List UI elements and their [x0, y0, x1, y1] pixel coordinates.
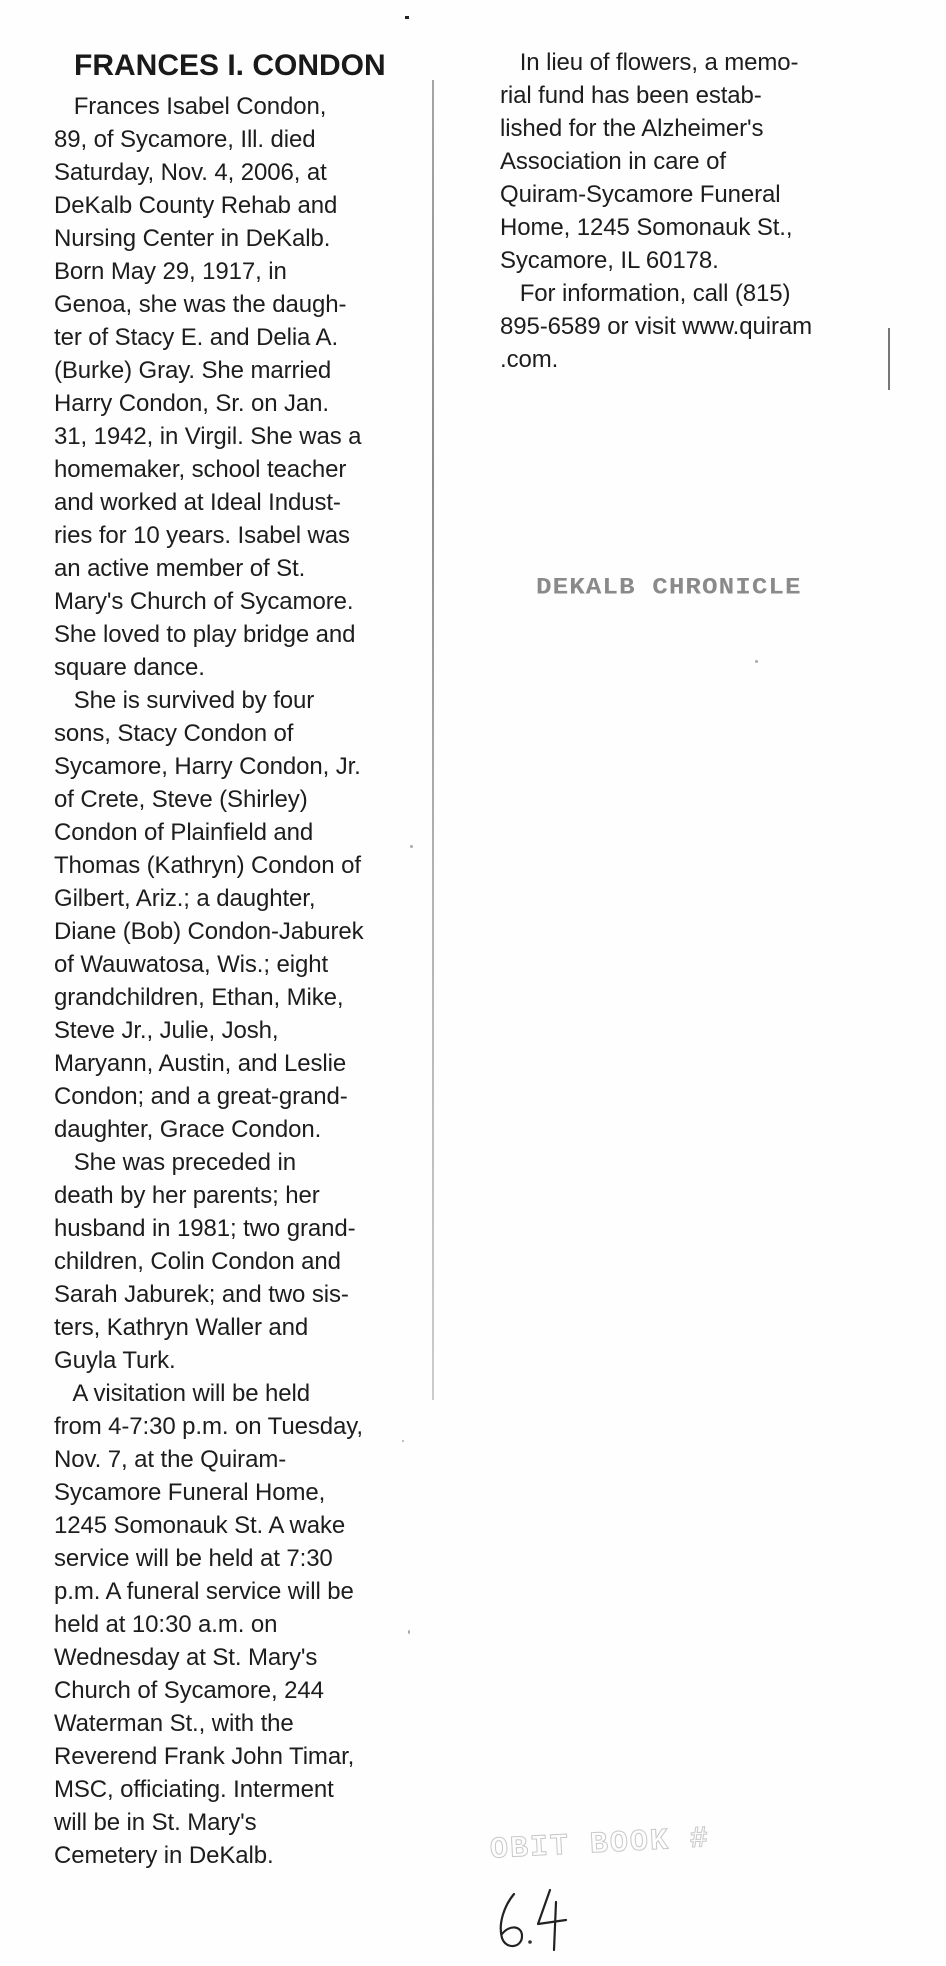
left-column-line: Wednesday at St. Mary's [54, 1644, 318, 1671]
left-column-line: from 4-7:30 p.m. on Tuesday, [54, 1413, 363, 1440]
left-column-line: Maryann, Austin, and Leslie [54, 1050, 347, 1077]
left-column-line: Sycamore, Harry Condon, Jr. [54, 753, 361, 780]
left-column-line: homemaker, school teacher [54, 456, 347, 483]
left-column-line: held at 10:30 a.m. on [54, 1611, 278, 1638]
right-column-text [500, 46, 890, 376]
paper-speck [410, 845, 413, 848]
left-column-line: sons, Stacy Condon of [54, 720, 294, 747]
left-column-line: She was preceded in [54, 1149, 296, 1176]
left-column-line: grandchildren, Ethan, Mike, [54, 984, 344, 1011]
left-column-line: Thomas (Kathryn) Condon of [54, 852, 361, 879]
left-column-line: Sycamore Funeral Home, [54, 1479, 326, 1506]
right-column-line: For information, call (815) [500, 280, 791, 307]
left-column-line: husband in 1981; two grand- [54, 1215, 356, 1242]
left-column-line: service will be held at 7:30 [54, 1545, 333, 1572]
obituary-headline: FRANCES I. CONDON [74, 49, 386, 82]
left-column-line: Steve Jr., Julie, Josh, [54, 1017, 279, 1044]
left-column-line: Condon of Plainfield and [54, 819, 314, 846]
left-column-line: of Crete, Steve (Shirley) [54, 786, 308, 813]
left-column-line: Nursing Center in DeKalb. [54, 225, 331, 252]
left-column-line: square dance. [54, 654, 205, 681]
right-edge-mark [888, 328, 890, 390]
left-column-line: 89, of Sycamore, Ill. died [54, 126, 316, 153]
right-column-line: Sycamore, IL 60178. [500, 247, 719, 274]
left-column-line: (Burke) Gray. She married [54, 357, 332, 384]
right-column-line: In lieu of flowers, a memo- [500, 49, 799, 76]
right-column-line: 895-6589 or visit www.quiram [500, 313, 813, 340]
publication-stamp: DEKALB CHRONICLE [536, 573, 802, 601]
left-column-line: A visitation will be held [54, 1380, 311, 1407]
left-column-line: Cemetery in DeKalb. [54, 1842, 274, 1869]
left-column-line: and worked at Ideal Indust- [54, 489, 341, 516]
left-column [54, 46, 432, 1872]
right-column [500, 46, 890, 376]
paper-speck [402, 1440, 404, 1442]
left-column-line: Guyla Turk. [54, 1347, 176, 1374]
left-column-line: Church of Sycamore, 244 [54, 1677, 324, 1704]
left-column-line: Sarah Jaburek; and two sis- [54, 1281, 349, 1308]
column-divider [432, 80, 434, 1400]
left-column-line: of Wauwatosa, Wis.; eight [54, 951, 329, 978]
left-column-line: will be in St. Mary's [54, 1809, 257, 1836]
right-column-line: .com. [500, 346, 559, 373]
left-column-line: Genoa, she was the daugh- [54, 291, 347, 318]
left-column-line: 31, 1942, in Virgil. She was a [54, 423, 362, 450]
left-column-line: children, Colin Condon and [54, 1248, 341, 1275]
left-column-line: an active member of St. [54, 555, 306, 582]
handwritten-number-64 [492, 1880, 576, 1954]
left-column-line: She is survived by four [54, 687, 315, 714]
left-column-line: DeKalb County Rehab and [54, 192, 338, 219]
left-column-line: Frances Isabel Condon, [54, 93, 327, 120]
left-column-line: Harry Condon, Sr. on Jan. [54, 390, 329, 417]
right-column-line: Quiram-Sycamore Funeral [500, 181, 781, 208]
left-column-line: Saturday, Nov. 4, 2006, at [54, 159, 327, 186]
left-column-line: p.m. A funeral service will be [54, 1578, 354, 1605]
left-column-line: daughter, Grace Condon. [54, 1116, 322, 1143]
left-column-line: Gilbert, Ariz.; a daughter, [54, 885, 316, 912]
left-column-line: death by her parents; her [54, 1182, 320, 1209]
right-column-line: rial fund has been estab- [500, 82, 762, 109]
left-column-line: ries for 10 years. Isabel was [54, 522, 350, 549]
right-column-line: Home, 1245 Somonauk St., [500, 214, 793, 241]
right-column-line: Association in care of [500, 148, 726, 175]
left-column-line: Diane (Bob) Condon-Jaburek [54, 918, 364, 945]
left-column-line: ter of Stacy E. and Delia A. [54, 324, 339, 351]
left-column-line: 1245 Somonauk St. A wake [54, 1512, 346, 1539]
paper-speck [755, 660, 758, 663]
left-column-line: Waterman St., with the [54, 1710, 294, 1737]
left-column-line: Reverend Frank John Timar, [54, 1743, 355, 1770]
left-column-line: MSC, officiating. Interment [54, 1776, 334, 1803]
right-column-line: lished for the Alzheimer's [500, 115, 764, 142]
left-column-line: Nov. 7, at the Quiram- [54, 1446, 287, 1473]
stray-ink-mark [405, 16, 409, 19]
paper-speck [408, 1630, 410, 1634]
left-column-line: Condon; and a great-grand- [54, 1083, 348, 1110]
left-column-line: Mary's Church of Sycamore. [54, 588, 354, 615]
left-column-text [54, 90, 432, 1872]
left-column-line: ters, Kathryn Waller and [54, 1314, 309, 1341]
left-column-line: She loved to play bridge and [54, 621, 356, 648]
obit-book-stamp: OBIT BOOK # [489, 1822, 711, 1868]
left-column-line: Born May 29, 1917, in [54, 258, 287, 285]
